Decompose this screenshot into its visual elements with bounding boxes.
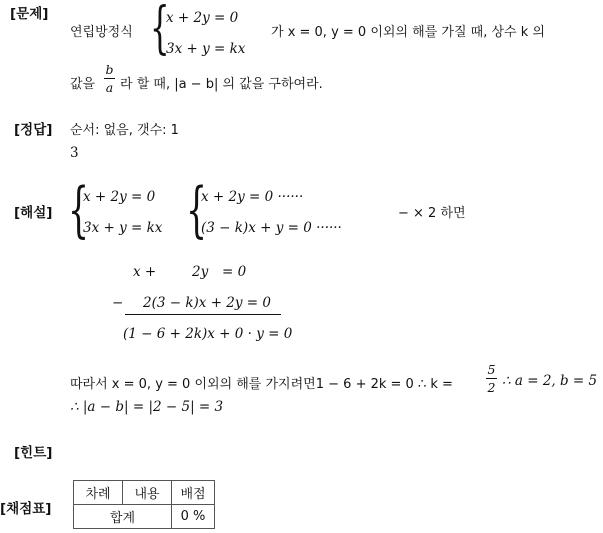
rubric-total-row xyxy=(74,505,215,529)
calc-row3: (1 − 6 + 2k)x + 0 · y = 0 xyxy=(123,326,293,342)
calc-row1-term2: 2y xyxy=(192,264,209,280)
rubric-header-order: 차례 xyxy=(74,481,123,505)
problem-fraction-den: a xyxy=(105,80,114,95)
solution-k-den: 2 xyxy=(487,380,496,395)
solution-sys1-eq1: x + 2y = 0 xyxy=(83,189,156,205)
problem-system-brace: { xyxy=(150,0,170,61)
problem-line2-pre: 값을 xyxy=(70,77,96,92)
calc-underline xyxy=(125,314,281,315)
calc-row1-rhs: = 0 xyxy=(222,264,247,280)
solution-k-num: 5 xyxy=(487,362,496,377)
solution-operation: − × 2 하면 xyxy=(398,206,466,221)
hint-label: [힌트] xyxy=(14,445,53,461)
rubric-total-label: 합계 xyxy=(74,505,172,529)
solution-sys2-eq2: (3 − k)x + y = 0 ······ xyxy=(201,220,342,236)
problem-eq1: x + 2y = 0 xyxy=(166,10,239,26)
answer-meta: 순서: 없음, 갯수: 1 xyxy=(70,123,179,138)
solution-conclusion-pre: 따라서 x = 0, y = 0 이외의 해를 가지려면1 − 6 + 2k = 0 ∴ k = xyxy=(70,377,453,392)
problem-label: [문제] xyxy=(10,6,49,22)
problem-fraction xyxy=(104,62,115,95)
calc-row1-term1: x + xyxy=(133,264,157,280)
problem-intro: 연립방정식 xyxy=(70,25,133,40)
problem-line2-post: 라 할 때, |a − b| 의 값을 구하여라. xyxy=(120,77,323,92)
problem-fraction-bar xyxy=(104,78,115,79)
answer-label: [정답] xyxy=(14,122,53,138)
problem-condition: 가 x = 0, y = 0 이외의 해를 가질 때, 상수 k 의 xyxy=(271,25,545,40)
rubric-total-value: 0 % xyxy=(172,505,215,529)
solution-sys1-eq2: 3x + y = kx xyxy=(83,220,163,236)
calc-row2: 2(3 − k)x + 2y = 0 xyxy=(143,295,271,311)
rubric-label: [채점표] xyxy=(0,501,52,517)
solution-final: ∴ |a − b| = |2 − 5| = 3 xyxy=(70,399,224,415)
solution-system2-brace: { xyxy=(186,175,208,245)
rubric-header-content: 내용 xyxy=(123,481,172,505)
solution-k-bar xyxy=(486,378,497,379)
solution-conclusion-post: ∴ a = 2, b = 5 xyxy=(502,373,598,389)
solution-system1-brace: { xyxy=(68,175,90,245)
rubric-header-row xyxy=(74,481,215,505)
solution-sys2-eq1: x + 2y = 0 ······ xyxy=(201,189,304,205)
solution-k-fraction xyxy=(486,362,497,395)
answer-value: 3 xyxy=(70,145,79,161)
problem-eq2: 3x + y = kx xyxy=(166,41,246,57)
solution-label: [해설] xyxy=(14,205,53,221)
rubric-header-points: 배점 xyxy=(172,481,215,505)
calc-minus-sign: − xyxy=(112,295,124,311)
problem-fraction-num: b xyxy=(105,62,114,77)
rubric-table xyxy=(73,480,215,529)
